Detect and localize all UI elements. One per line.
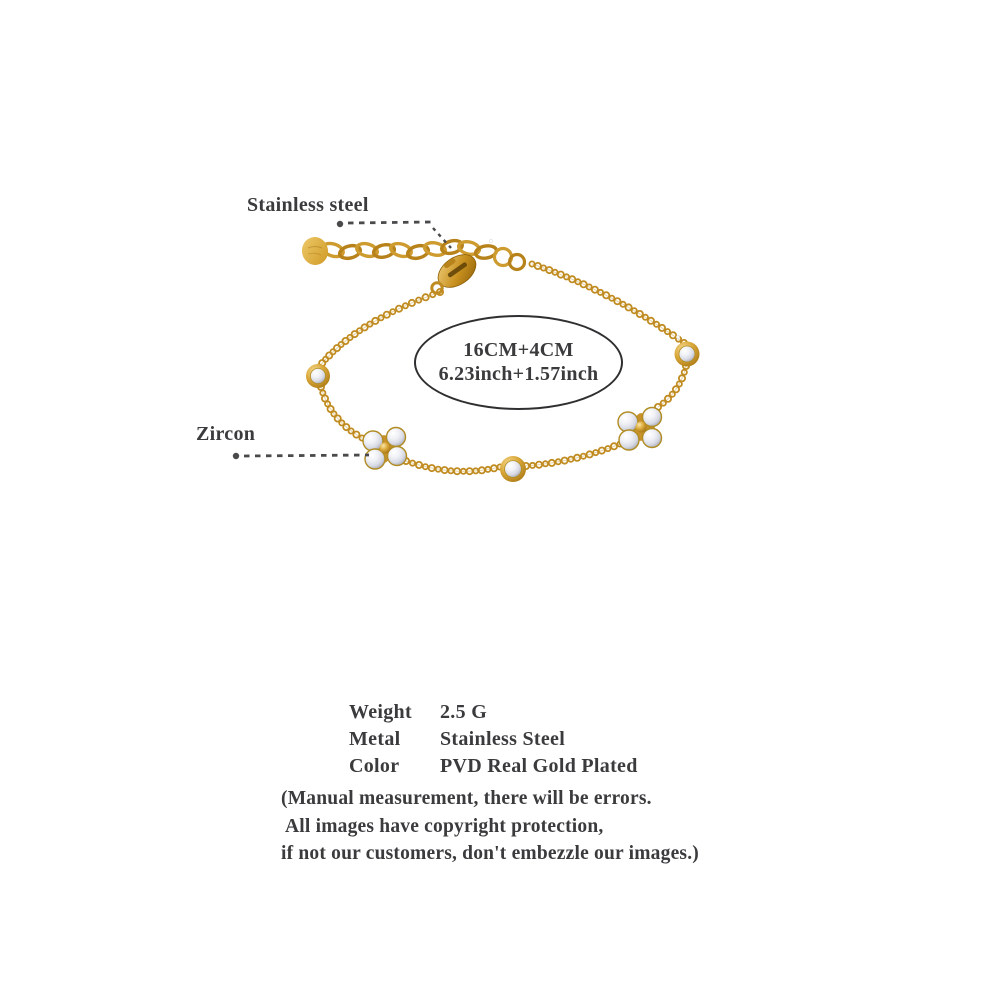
butterfly-charm-right bbox=[618, 408, 662, 451]
spec-label: Metal bbox=[349, 727, 401, 750]
disclaimer-line-1: (Manual measurement, there will be errors. bbox=[281, 788, 652, 809]
size-inch-text: 6.23inch+1.57inch bbox=[438, 363, 599, 385]
stainless-steel-label: Stainless steel bbox=[247, 194, 369, 216]
disclaimer-line-2: All images have copyright protection, bbox=[281, 815, 604, 837]
sparkle-dot bbox=[676, 335, 679, 338]
disclaimer-line-3: if not our customers, don't embezzle our images.) bbox=[281, 843, 699, 865]
spec-label: Color bbox=[349, 754, 400, 777]
round-zircon-right bbox=[675, 342, 700, 367]
round-zircon-left bbox=[306, 364, 330, 388]
spec-row-weight bbox=[349, 699, 638, 726]
butterfly-charm-left bbox=[363, 428, 407, 470]
size-cm-text: 16CM+4CM bbox=[463, 339, 574, 361]
spec-value: Stainless Steel bbox=[440, 727, 566, 750]
spec-row-color bbox=[349, 753, 638, 780]
sparkle-dot bbox=[489, 239, 492, 242]
spec-value: 2.5 G bbox=[440, 701, 488, 723]
spec-value: PVD Real Gold Plated bbox=[440, 754, 638, 777]
round-zircon-middle bbox=[500, 456, 526, 482]
size-callout-oval bbox=[414, 315, 623, 410]
spec-row-metal bbox=[349, 726, 638, 753]
zircon-leader-line bbox=[233, 453, 369, 459]
spec-table bbox=[349, 699, 638, 779]
zircon-label: Zircon bbox=[196, 423, 256, 445]
spec-label: Weight bbox=[349, 701, 412, 723]
extension-chain bbox=[321, 238, 524, 269]
brand-tag bbox=[300, 235, 330, 267]
disclaimer-text bbox=[281, 785, 699, 868]
